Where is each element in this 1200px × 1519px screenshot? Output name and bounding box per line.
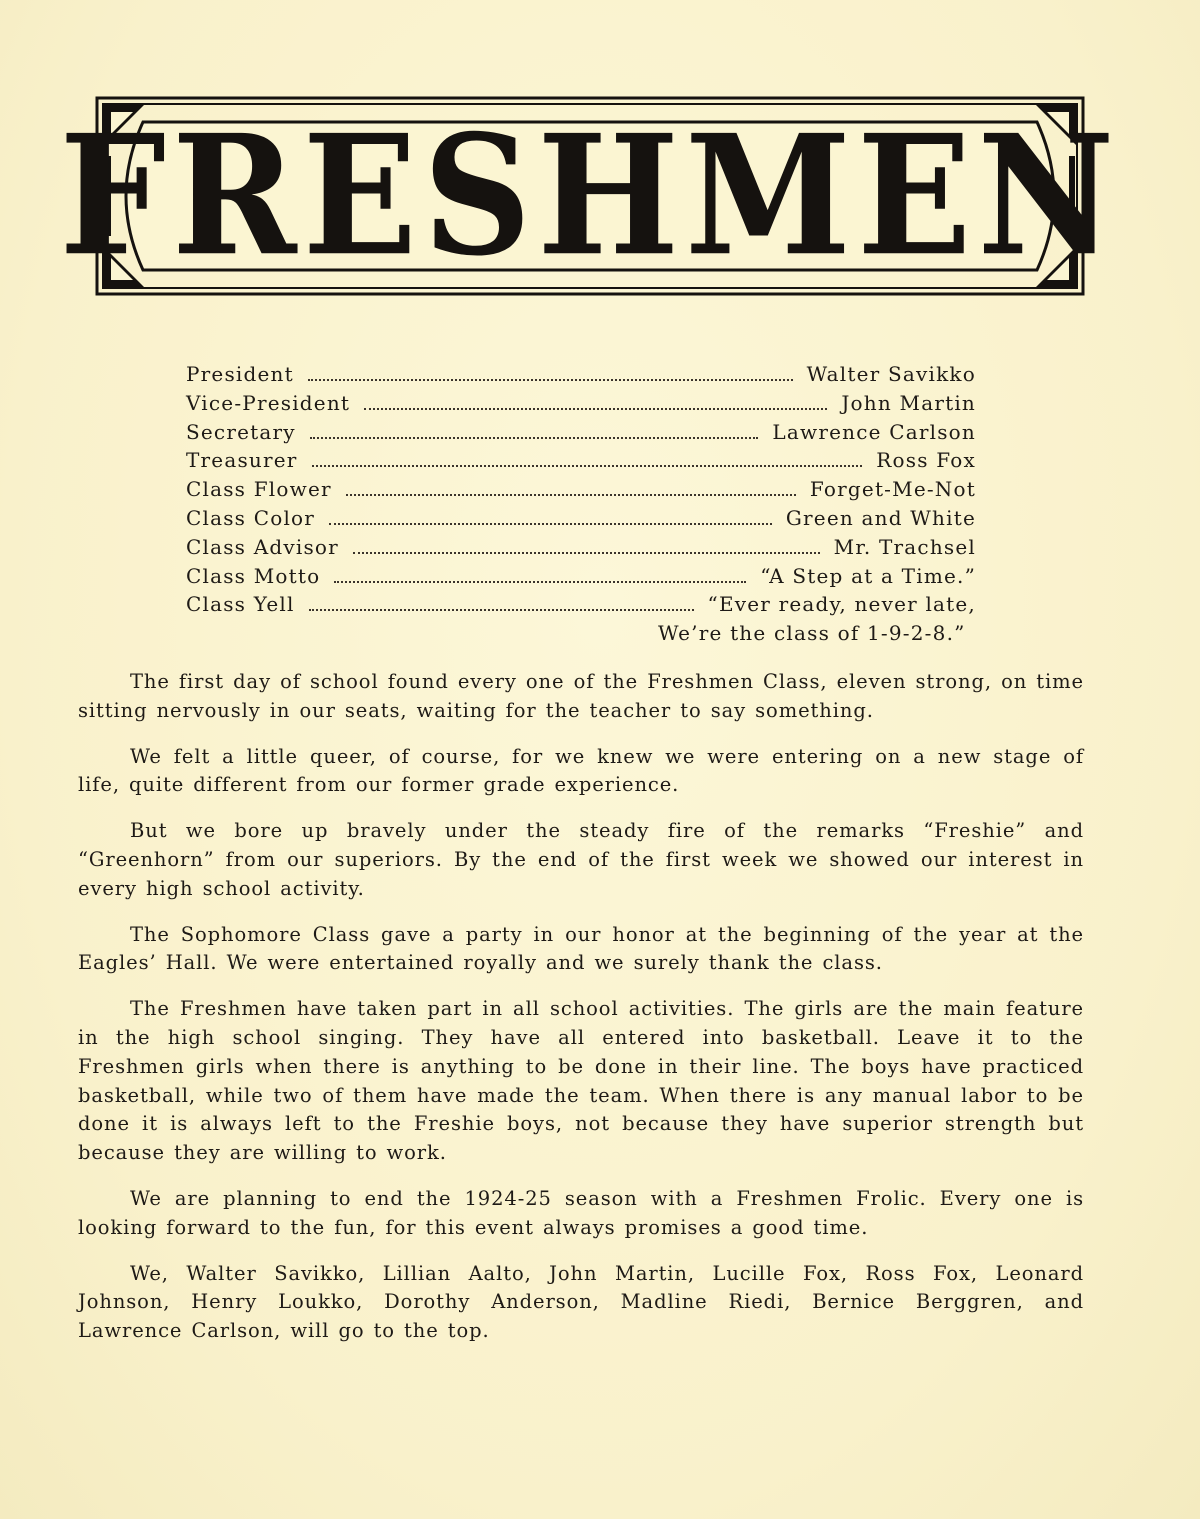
- class-yell-continuation: We’re the class of 1-9-2-8.”: [658, 621, 966, 646]
- officer-value: Walter Savikko: [806, 362, 976, 386]
- paragraph: The Sophomore Class gave a party in our honor at the beginning of the year at the Eagles’ Hall. We were entertained royally and we surely thank the class.: [78, 922, 1084, 975]
- officer-row-class-advisor: [186, 535, 976, 564]
- officer-row-class-motto: [186, 564, 976, 593]
- officer-value: “Ever ready, never late,: [707, 592, 976, 617]
- officer-label: Class Motto: [186, 563, 321, 588]
- officer-row-class-flower: [186, 477, 976, 506]
- officer-row-vice-president: [186, 391, 976, 420]
- officer-label: Class Yell: [186, 592, 295, 617]
- paragraph: But we bore up bravely under the steady fire of the remarks “Freshie” and “Greenhorn” from our superiors. By the end of the first week we showed our interest in every high school activity.: [78, 819, 1084, 900]
- dot-leader: [309, 609, 694, 611]
- paragraph: We are planning to end the 1924-25 season with a Freshmen Frolic. Every one is looking forward to the fun, for this event always promises a good time.: [78, 1186, 1084, 1239]
- article-body: [78, 668, 1084, 1363]
- officer-row-secretary: [186, 420, 976, 449]
- officer-value: “A Step at a Time.”: [760, 563, 976, 588]
- dot-leader: [334, 581, 746, 583]
- dot-leader: [308, 379, 793, 381]
- officer-value: Mr. Trachsel: [833, 534, 976, 559]
- officer-label: President: [186, 362, 294, 386]
- officer-value: Forget-Me-Not: [809, 477, 976, 502]
- dot-leader: [329, 523, 772, 525]
- officer-value: Ross Fox: [876, 448, 976, 473]
- officer-row-president: [186, 362, 976, 391]
- paragraph: The Freshmen have taken part in all school activities. The girls are the main feature in the high school singing. They have all entered into basketball. Leave it to the Freshmen girls when there is anything to be done in their line. The boys have practiced basketball, while two of them have made the team. When there is any manual labor to be done it is always left to the Freshie boys, not because they have superior strength but because they are willing to work.: [78, 997, 1084, 1165]
- officer-label: Vice-President: [186, 390, 351, 415]
- dot-leader: [353, 552, 820, 554]
- officer-label: Secretary: [186, 419, 296, 444]
- officer-value: Lawrence Carlson: [772, 419, 976, 444]
- dot-leader: [310, 437, 759, 439]
- paragraph: The first day of school found every one of the Freshmen Class, eleven strong, on time sitting nervously in our seats, waiting for the teacher to say something.: [78, 670, 1084, 722]
- officer-row-treasurer: [186, 448, 976, 477]
- officer-value: John Martin: [841, 390, 976, 415]
- title-banner: [59, 96, 1121, 296]
- dot-leader: [364, 408, 827, 410]
- officer-row-class-yell: [186, 592, 976, 621]
- page-title: FRESHMEN: [59, 99, 1121, 293]
- officer-value: Green and White: [785, 505, 976, 530]
- officers-list: [186, 362, 976, 650]
- dot-leader: [312, 465, 863, 467]
- officer-label: Class Flower: [186, 477, 332, 502]
- officer-label: Treasurer: [186, 448, 298, 473]
- officer-row-class-color: [186, 506, 976, 535]
- officer-label: Class Advisor: [186, 534, 339, 559]
- paragraph: We, Walter Savikko, Lillian Aalto, John Martin, Lucille Fox, Ross Fox, Leonard Johnson, Henry Loukko, Dorothy Anderson, Madline Riedi, Bernice Berggren, and Lawrence Carlson, will go to the top.: [78, 1261, 1084, 1343]
- dot-leader: [346, 494, 796, 496]
- officer-label: Class Color: [186, 505, 316, 530]
- paragraph: We felt a little queer, of course, for we knew we were entering on a new stage of life, quite different from our former grade experience.: [78, 744, 1084, 797]
